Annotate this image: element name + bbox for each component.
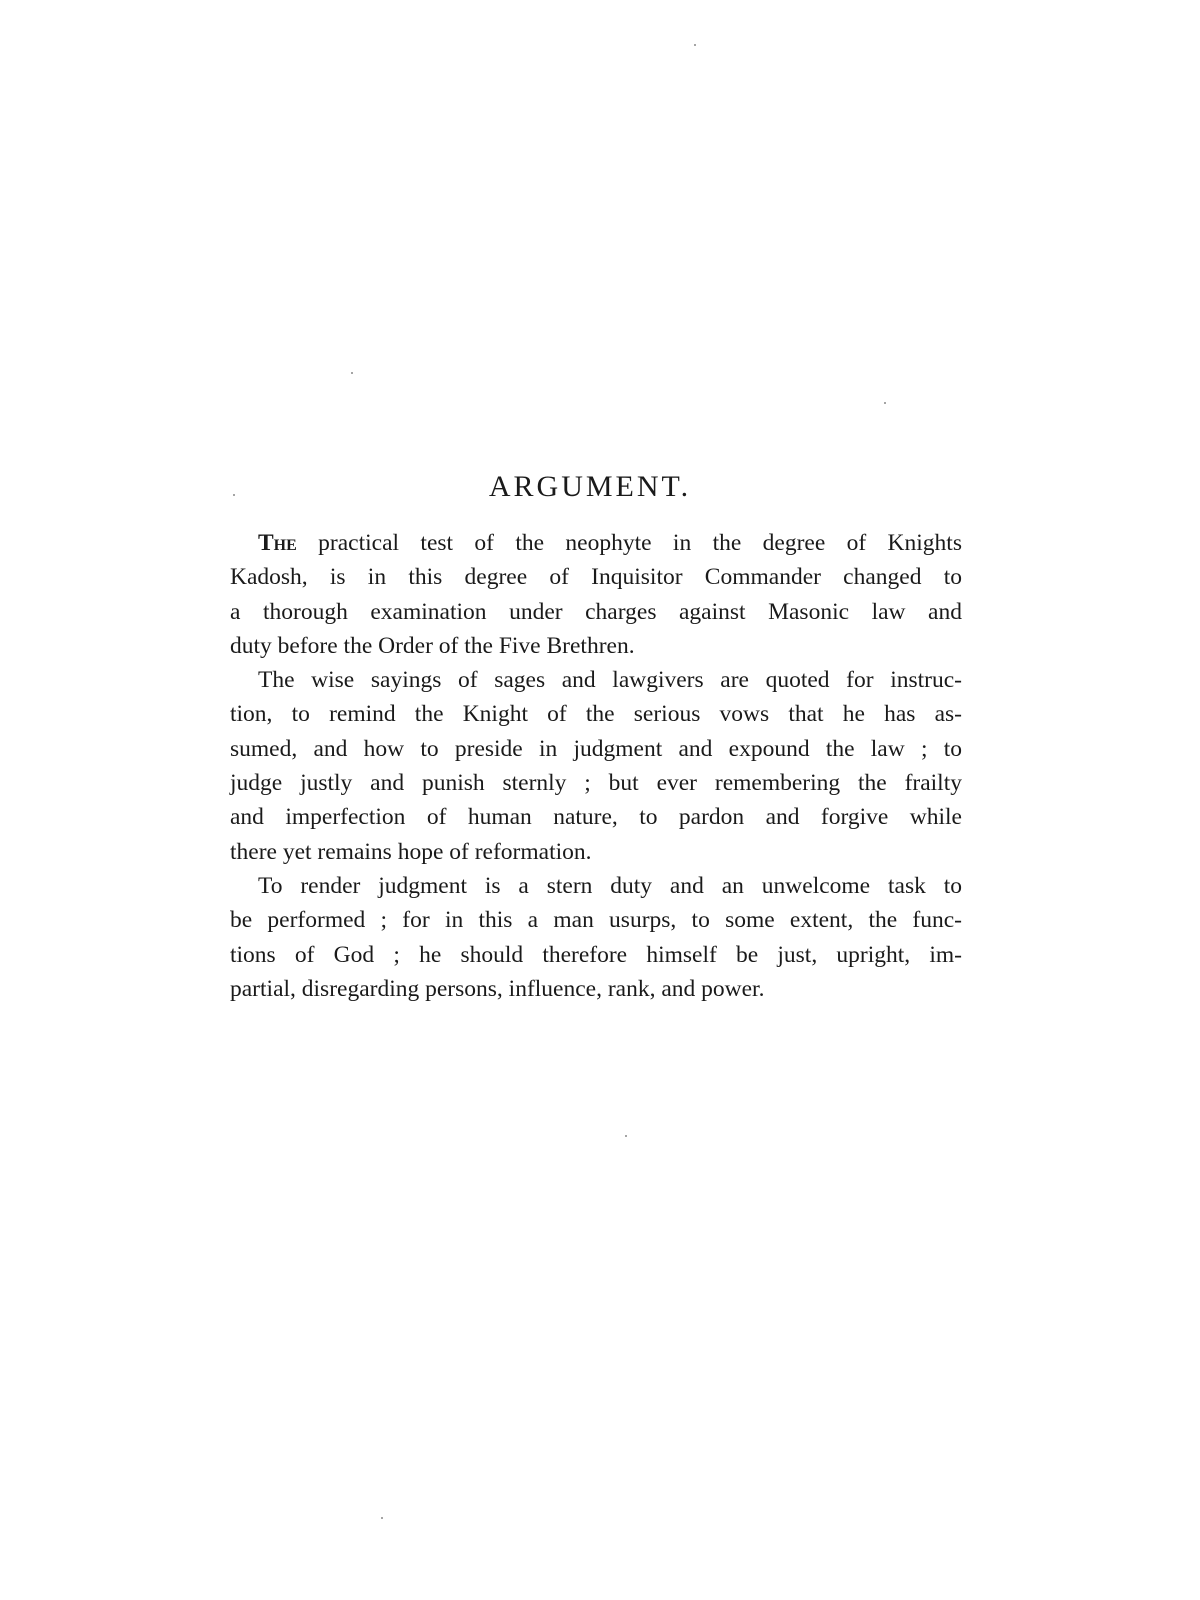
- text-line: be performed ; for in this a man usurps, to some extent, the func-: [230, 907, 962, 934]
- paragraph-1: [230, 526, 962, 663]
- text-line: duty before the Order of the Five Brethren.: [230, 632, 635, 659]
- scan-speck: [884, 402, 886, 404]
- scan-speck: [694, 44, 696, 46]
- argument-body: [230, 526, 962, 1006]
- paragraph-3: [230, 869, 962, 1006]
- text-line: there yet remains hope of reformation.: [230, 838, 592, 865]
- paragraph-2: [230, 663, 962, 869]
- text-line: The wise sayings of sages and lawgivers are quoted for instruc-: [258, 667, 962, 694]
- text-line: tions of God ; he should therefore himself be just, upright, im-: [230, 941, 962, 968]
- text-line: judge justly and punish sternly ; but ever remembering the frailty: [230, 770, 962, 797]
- text-line: and imperfection of human nature, to pardon and forgive while: [230, 804, 962, 831]
- text-line: tion, to remind the Knight of the serious vows that he has as-: [230, 701, 962, 728]
- section-heading: ARGUMENT.: [488, 470, 692, 503]
- text-line: Kadosh, is in this degree of Inquisitor Commander changed to: [230, 564, 962, 591]
- text-line: sumed, and how to preside in judgment and expound the law ; to: [230, 735, 962, 762]
- scan-speck: [625, 1135, 627, 1137]
- text-line: To render judgment is a stern duty and an unwelcome task to: [258, 872, 962, 899]
- text-line: a thorough examination under charges against Masonic law and: [230, 598, 962, 625]
- drop-lead-word: The: [258, 530, 297, 556]
- scan-speck: [351, 372, 353, 374]
- scan-speck: [381, 1517, 383, 1519]
- text-line: The practical test of the neophyte in the degree of Knights: [258, 530, 962, 556]
- text-line: partial, disregarding persons, influence, rank, and power.: [230, 975, 765, 1002]
